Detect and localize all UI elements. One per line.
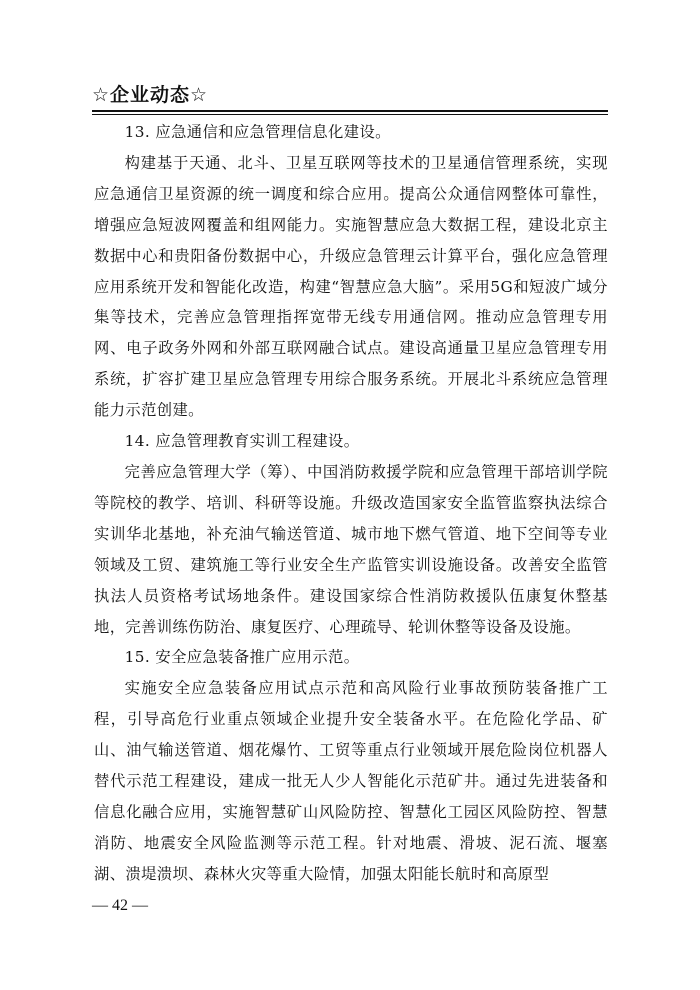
section-heading-14: 14. 应急管理教育实训工程建设。 [124,432,360,451]
section-header: ☆企业动态☆ [92,84,209,106]
header-rule-thin [92,114,608,115]
paragraph: 构建基于天通、北斗、卫星互联网等技术的卫星通信管理系统，实现应急通信卫星资源的统一调度和综合应用。提高公众通信网整体可靠性，增强应急短波网覆盖和组网能力。实施智慧应急大数据工程，建设北京主数据中心和贵阳备份数据中心，升级应急管理云计算平台，强化应急管理应用系统开发和智能化改造，构建“智慧应急大脑”。采用5G和短波广域分集等技术，完善应急管理指挥宽带无线专用通信网。推动应急管理专用网、电子政务外网和外部互联网融合试点。建设高通量卫星应急管理专用系统，扩容扩建卫星应急管理专用综合服务系统。开展北斗系统应急管理能力示范创建。 [94,153,608,420]
page-number: — 42 — [92,897,148,914]
paragraph: 实施安全应急装备应用试点示范和高风险行业事故预防装备推广工程，引导高危行业重点领域企业提升安全装备水平。在危险化学品、矿山、油气输送管道、烟花爆竹、工贸等重点行业领域开展危险岗位机器人替代示范工程建设，建成一批无人少人智能化示范矿井。通过先进装备和信息化融合应用，实施智慧矿山风险防控、智慧化工园区风险防控、智慧消防、地震安全风险监测等示范工程。针对地震、滑坡、泥石流、堰塞湖、溃堤溃坝、森林火灾等重大险情，加强太阳能长航时和高原型 [94,679,608,883]
paragraph: 完善应急管理大学（筹）、中国消防救援学院和应急管理干部培训学院等院校的教学、培训、科研等设施。升级改造国家安全监管监察执法综合实训华北基地，补充油气输送管道、城市地下燃气管道、地下空间等专业领域及工贸、建筑施工等行业安全生产监管实训设施设备。改善安全监管执法人员资格考试场地条件。建设国家综合性消防救援队伍康复休整基地，完善训练伤防治、康复医疗、心理疏导、轮训休整等设备及设施。 [94,462,608,636]
section-heading-15: 15. 安全应急装备推广应用示范。 [124,648,360,667]
section-heading-13: 13. 应急通信和应急管理信息化建设。 [124,123,391,141]
document-body [94,117,608,890]
header-rule-thick [92,110,608,112]
